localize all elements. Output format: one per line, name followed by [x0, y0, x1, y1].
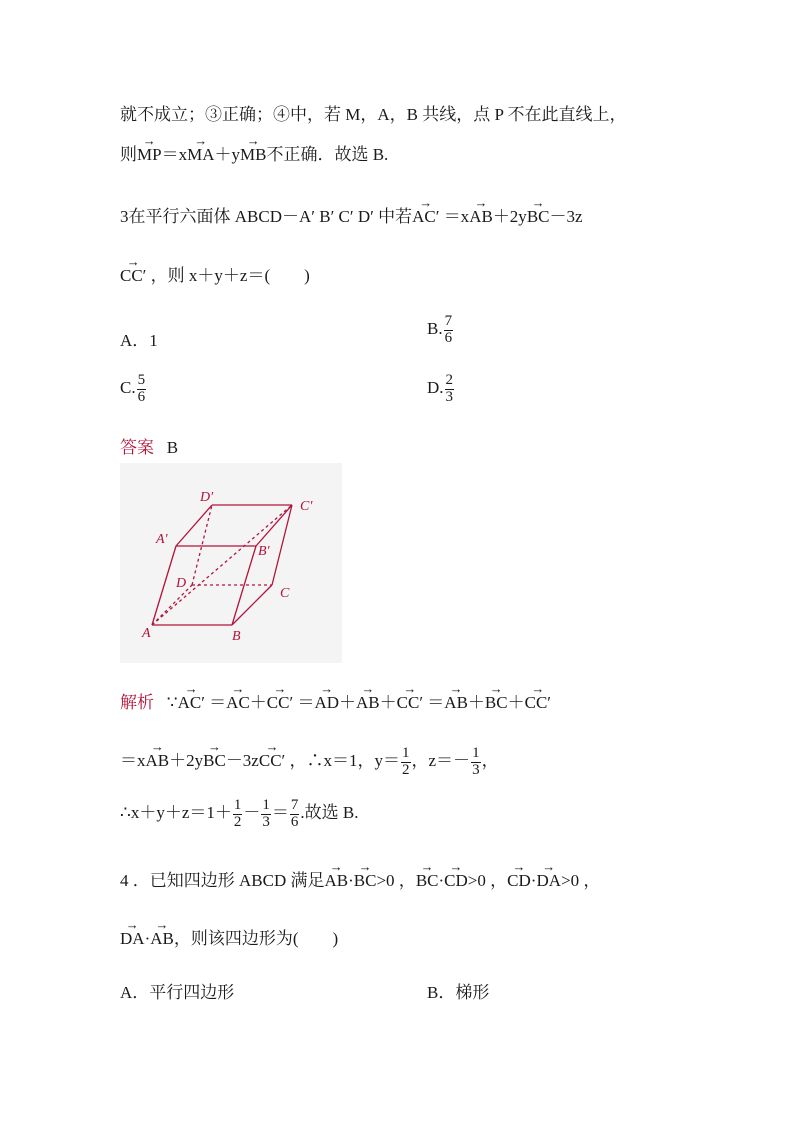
text-line-2 — [120, 134, 388, 165]
analysis-line-1: 解析 ∵ → AC′ ＝ → AC＋ → CC′ ＝ → AD＋ → AB＋ → CC′ ＝ → AB＋ → BC＋ → CC′ — [120, 681, 552, 713]
label-c: C — [280, 586, 290, 601]
text: ，则 x＋y＋z＝( ) — [150, 266, 310, 285]
answer-line — [120, 433, 178, 458]
vector-ad: → AD — [314, 681, 340, 712]
text: 3在平行六面体 ABCD－A′ B′ C′ D′ 中若 — [120, 207, 413, 226]
label-b1: B′ — [258, 544, 270, 559]
vector-ab: → AB — [356, 681, 380, 712]
analysis-line-2: ＝x → AB＋2y → BC－3z → CC′ ，∴x＝1，y＝ $\frac{1}{2}$ ，z＝－ $\frac{1}{3}$ ， — [120, 739, 499, 778]
option-b: B. $\frac{7}{6}$ — [427, 313, 453, 346]
vector-ab: → AB — [444, 681, 468, 712]
option-d: D. $\frac{2}{3}$ — [427, 372, 454, 405]
vector-bc: → BC — [203, 739, 226, 770]
label-d1: D′ — [200, 490, 214, 505]
vector-cc1: → CC′ — [120, 254, 147, 285]
question-3-stem-cont — [120, 255, 310, 286]
text: ＋2y — [492, 207, 527, 226]
label-c1: C′ — [300, 499, 313, 514]
analysis-label: 解析 — [120, 693, 154, 713]
question-3-stem — [120, 196, 583, 227]
vector-ab: → AB — [469, 195, 493, 226]
vector-cc1: → CC′ — [524, 681, 552, 712]
text-line-1 — [120, 100, 627, 125]
vector-ab: → AB — [150, 917, 174, 948]
text: －3z — [549, 207, 583, 226]
vector-da: → DA — [536, 859, 561, 890]
vector-ma: → MA — [187, 133, 215, 164]
answer-label: 答案 — [120, 438, 154, 458]
fraction-z: $\frac{1}{3}$ — [472, 744, 480, 778]
label-a: A — [142, 626, 151, 641]
text: 则 — [120, 145, 137, 164]
text: ＝x — [443, 207, 470, 226]
option-a: A．1 — [120, 331, 158, 350]
label-d: D — [176, 576, 187, 591]
label-b: B — [232, 629, 241, 644]
text: 就不成立；③正确；④中，若 M，A，B 共线，点 P 不在此直线上， — [120, 105, 627, 124]
parallelepiped-figure — [120, 463, 342, 663]
fraction-y: $\frac{1}{2}$ — [402, 744, 410, 778]
vector-bc: → BC — [484, 681, 508, 712]
vector-ac: → AC — [226, 681, 250, 712]
question-4-stem-cont: → DA· → AB，则该四边形为( ) — [120, 917, 339, 948]
text: ＝x — [161, 145, 188, 164]
vector-cd: → CD — [444, 859, 468, 890]
vector-cc1: → CC′ — [258, 739, 286, 770]
text: ＋y — [214, 145, 240, 164]
option-c: C. $\frac{5}{6}$ — [120, 372, 146, 405]
vector-ac1: → AC′ — [177, 681, 205, 712]
q4-option-b: B．梯形 — [427, 983, 490, 1002]
vector-cd: → CD — [507, 859, 531, 890]
q4-option-a: A．平行四边形 — [120, 983, 235, 1002]
vector-ab: → AB — [145, 739, 170, 770]
vector-ac1: → AC′ — [412, 195, 440, 226]
question-4-stem: 4 ．已知四边形 ABCD 满足 → AB· → BC>0 ， → BC· → CD>0 ， → CD· → DA>0 ， — [120, 859, 601, 890]
vector-mb: → MB — [239, 133, 267, 164]
parallelepiped-diagram — [120, 463, 342, 663]
analysis-line-3: ∴x＋y＋z＝1＋ $\frac{1}{2}$ － $\frac{1}{3}$ ＝ $\frac{7}{6}$ .故选 B. — [120, 797, 359, 830]
text: 不正确．故选 B. — [266, 145, 389, 164]
vector-cc1: → CC′ — [266, 681, 294, 712]
vector-bc: → BC — [415, 859, 439, 890]
vector-bc: → BC — [353, 859, 377, 890]
vector-bc: → BC — [526, 195, 550, 226]
answer-value: B — [166, 438, 179, 457]
vector-da: → DA — [120, 917, 145, 948]
vector-ab: → AB — [324, 859, 349, 890]
vector-mp: → MP — [137, 133, 162, 164]
vector-cc1: → CC′ — [396, 681, 424, 712]
label-a1: A′ — [156, 532, 168, 547]
